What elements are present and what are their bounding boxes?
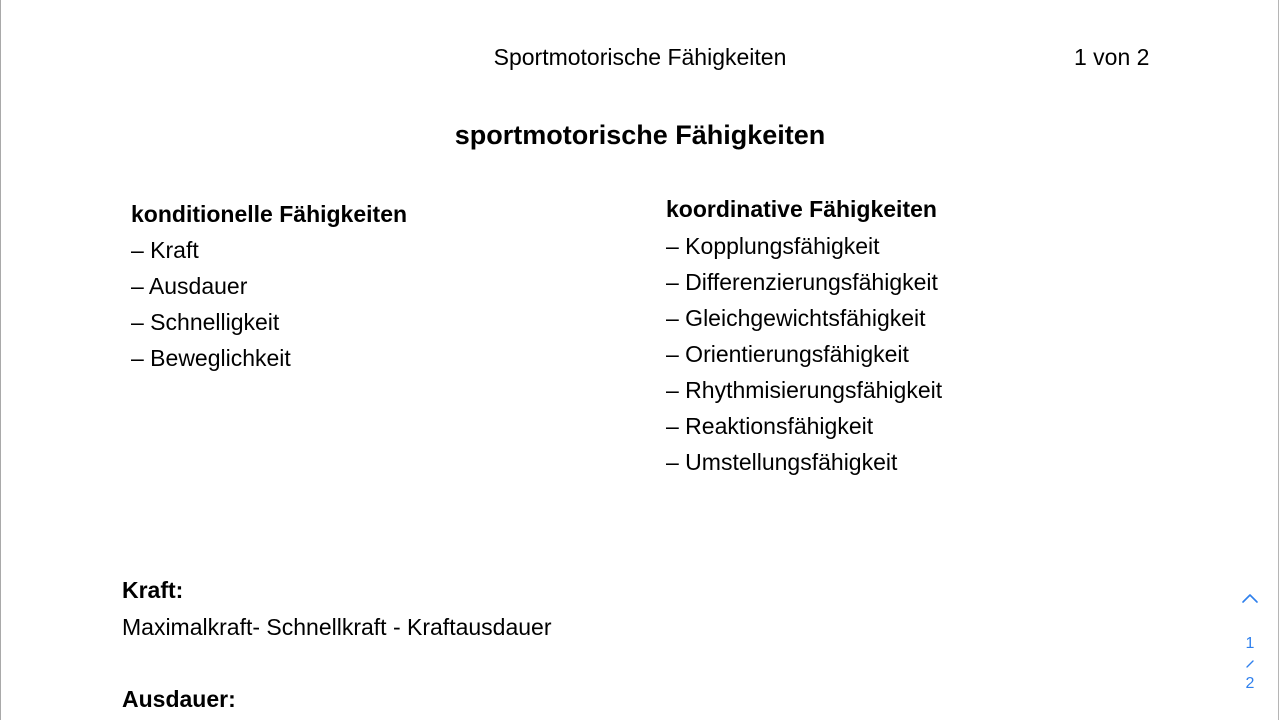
coordinative-abilities-list xyxy=(666,228,942,480)
list-item: – Schnelligkeit xyxy=(131,309,280,335)
page-border-right xyxy=(1278,0,1279,720)
page-border-left xyxy=(0,0,1,720)
kraft-section-heading: Kraft: xyxy=(122,577,184,603)
list-item: – Reaktionsfähigkeit xyxy=(666,413,874,439)
ausdauer-section-heading: Ausdauer: xyxy=(122,686,236,712)
list-item: – Orientierungsfähigkeit xyxy=(666,341,909,367)
list-item: – Rhythmisierungsfähigkeit xyxy=(666,377,943,403)
list-item: – Beweglichkeit xyxy=(131,345,291,371)
conditional-abilities-column xyxy=(131,199,407,376)
total-pages-number: 2 xyxy=(1245,675,1255,692)
coordinative-abilities-column xyxy=(666,194,942,480)
conditional-abilities-list xyxy=(131,232,407,376)
list-item: – Ausdauer xyxy=(131,273,248,299)
list-item: – Gleichgewichtsfähigkeit xyxy=(666,305,926,331)
conditional-abilities-heading: konditionelle Fähigkeiten xyxy=(131,201,408,227)
list-item: – Kopplungsfähigkeit xyxy=(666,233,880,259)
previous-page-button[interactable] xyxy=(1232,592,1268,616)
coordinative-abilities-heading: koordinative Fähigkeiten xyxy=(666,196,937,222)
kraft-section-text: Maximalkraft- Schnellkraft - Kraftausdauer xyxy=(122,614,552,640)
list-item: – Differenzierungsfähigkeit xyxy=(666,269,938,295)
page-navigator xyxy=(1232,592,1268,694)
chevron-up-icon xyxy=(1241,592,1259,604)
document-heading: sportmotorische Fähigkeiten xyxy=(454,120,826,150)
document-header-title: Sportmotorische Fähigkeiten xyxy=(493,44,787,70)
current-page-number: 1 xyxy=(1245,635,1255,652)
list-item: – Umstellungsfähigkeit xyxy=(666,449,898,475)
page-separator-icon xyxy=(1232,654,1268,674)
page-indicator: 1 von 2 xyxy=(1074,44,1150,70)
list-item: – Kraft xyxy=(131,237,199,263)
